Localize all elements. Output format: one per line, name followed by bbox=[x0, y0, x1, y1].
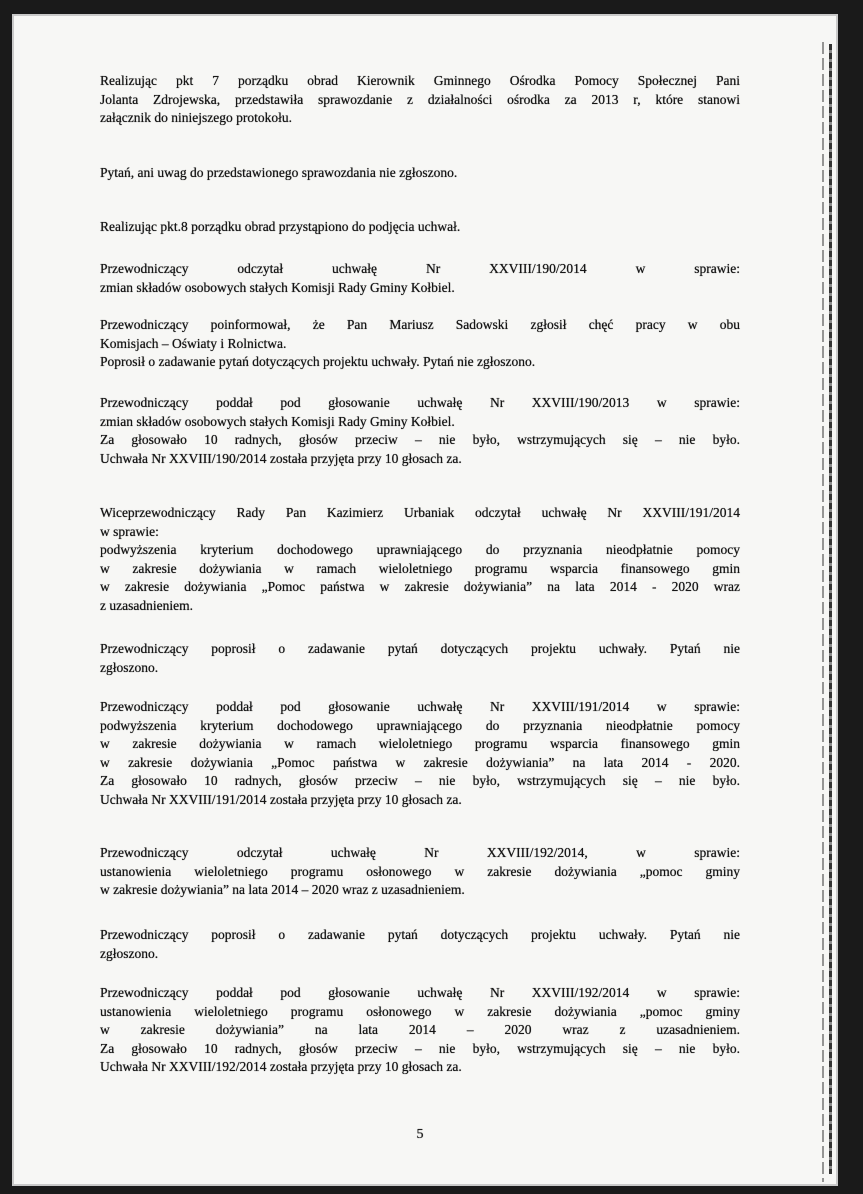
text-line: Przewodniczący odczytał uchwałę Nr XXVIII/190/2014 w sprawie: bbox=[100, 261, 740, 276]
text-line: Przewodniczący poprosił o zadawanie pytań dotyczących projektu uchwały. Pytań nie bbox=[100, 641, 740, 656]
text-line: Komisjach – Oświaty i Rolnictwa. bbox=[100, 335, 287, 351]
paragraph-questions-192 bbox=[100, 926, 740, 963]
paragraph-item-7 bbox=[100, 72, 740, 128]
text-line: Pytań, ani uwag do przedstawionego sprawozdania nie zgłoszono. bbox=[100, 165, 458, 180]
paragraph-resolution-190-read bbox=[100, 260, 740, 297]
text-line: w zakresie dożywiania” na lata 2014 – 2020 wraz z uzasadnieniem. bbox=[100, 1022, 740, 1038]
paragraph-resolution-192-vote bbox=[100, 984, 740, 1077]
text-line: Za głosowało 10 radnych, głosów przeciw – nie było, wstrzymujących się – nie było. bbox=[100, 432, 740, 448]
text-line: podwyższenia kryterium dochodowego uprawniającego do przyznania nieodpłatnie pomocy bbox=[100, 717, 740, 733]
scan-edge-artifact bbox=[829, 44, 832, 1174]
text-line: zmian składów osobowych stałych Komisji Rady Gminy Kołbiel. bbox=[100, 413, 455, 429]
text-line: Za głosowało 10 radnych, głosów przeciw – nie było, wstrzymujących się – nie było. bbox=[100, 1040, 740, 1056]
scan-edge-artifact-secondary bbox=[822, 42, 824, 1182]
page-number: 5 bbox=[416, 1127, 424, 1142]
text-line: Wiceprzewodniczący Rady Pan Kazimierz Urbaniak odczytał uchwałę Nr XXVIII/191/2014 bbox=[100, 505, 740, 520]
text-line: w zakresie dożywiania „Pomoc państwa w zakresie dożywiania” na lata 2014 - 2020 wraz bbox=[100, 579, 740, 595]
text-line: ustanowienia wieloletniego programu osłonowego w zakresie dożywiania „pomoc gminy bbox=[100, 1003, 740, 1019]
text-line: załącznik do niniejszego protokołu. bbox=[100, 110, 292, 126]
text-line: podwyższenia kryterium dochodowego uprawniającego do przyznania nieodpłatnie pomocy bbox=[100, 542, 740, 558]
paragraph-resolution-190-vote bbox=[100, 394, 740, 468]
text-line: ustanowienia wieloletniego programu osłonowego w zakresie dożywiania „pomoc gminy bbox=[100, 863, 740, 879]
text-line: zmian składów osobowych stałych Komisji Rady Gminy Kołbiel. bbox=[100, 279, 455, 295]
text-line: Przewodniczący poddał pod głosowanie uchwałę Nr XXVIII/192/2014 w sprawie: bbox=[100, 985, 740, 1000]
text-line: w zakresie dożywiania” na lata 2014 – 2020 wraz z uzasadnieniem. bbox=[100, 882, 465, 898]
text-line: Uchwała Nr XXVIII/190/2014 została przyjęta przy 10 głosach za. bbox=[100, 450, 462, 466]
text-line: z uzasadnieniem. bbox=[100, 597, 193, 613]
text-line: Realizując pkt.8 porządku obrad przystąpiono do podjęcia uchwał. bbox=[100, 219, 461, 234]
text-line: zgłoszono. bbox=[100, 945, 159, 961]
text-line: Przewodniczący poddał pod głosowanie uchwałę Nr XXVIII/191/2014 w sprawie: bbox=[100, 699, 740, 714]
text-line: Przewodniczący odczytał uchwałę Nr XXVIII/192/2014, w sprawie: bbox=[100, 845, 740, 860]
text-line: Za głosowało 10 radnych, głosów przeciw – nie było, wstrzymujących się – nie było. bbox=[100, 773, 740, 789]
paragraph-resolution-191-read bbox=[100, 504, 740, 616]
text-line: Jolanta Zdrojewska, przedstawiła sprawozdanie z działalności ośrodka za 2013 r, które stanowi bbox=[100, 91, 740, 107]
text-line: Uchwała Nr XXVIII/191/2014 została przyjęta przy 10 głosach za. bbox=[100, 791, 462, 807]
text-line: Przewodniczący poinformował, że Pan Mariusz Sadowski zgłosił chęć pracy w obu bbox=[100, 317, 740, 332]
paragraph-commission-info bbox=[100, 316, 740, 372]
document-page bbox=[12, 14, 838, 1186]
paragraph-no-questions-report bbox=[100, 164, 740, 183]
paragraph-resolution-192-read bbox=[100, 844, 740, 900]
text-line: w zakresie dożywiania w ramach wieloletniego programu wsparcia finansowego gmin bbox=[100, 736, 740, 752]
text-line: w zakresie dożywiania „Pomoc państwa w zakresie dożywiania” na lata 2014 - 2020. bbox=[100, 754, 740, 770]
paragraph-item-8 bbox=[100, 218, 740, 237]
paragraph-resolution-191-vote bbox=[100, 698, 740, 810]
text-line: zgłoszono. bbox=[100, 659, 159, 675]
text-line: Poprosił o zadawanie pytań dotyczących projektu uchwały. Pytań nie zgłoszono. bbox=[100, 354, 536, 370]
paragraph-questions-191 bbox=[100, 640, 740, 677]
text-line: Przewodniczący poprosił o zadawanie pytań dotyczących projektu uchwały. Pytań nie bbox=[100, 927, 740, 942]
text-line: w zakresie dożywiania w ramach wieloletniego programu wsparcia finansowego gmin bbox=[100, 560, 740, 576]
text-line: Przewodniczący poddał pod głosowanie uchwałę Nr XXVIII/190/2013 w sprawie: bbox=[100, 395, 740, 410]
text-line: w sprawie: bbox=[100, 523, 159, 539]
text-line: Uchwała Nr XXVIII/192/2014 została przyjęta przy 10 głosach za. bbox=[100, 1059, 462, 1075]
text-line: Realizując pkt 7 porządku obrad Kierownik Gminnego Ośrodka Pomocy Społecznej Pani bbox=[100, 73, 740, 88]
